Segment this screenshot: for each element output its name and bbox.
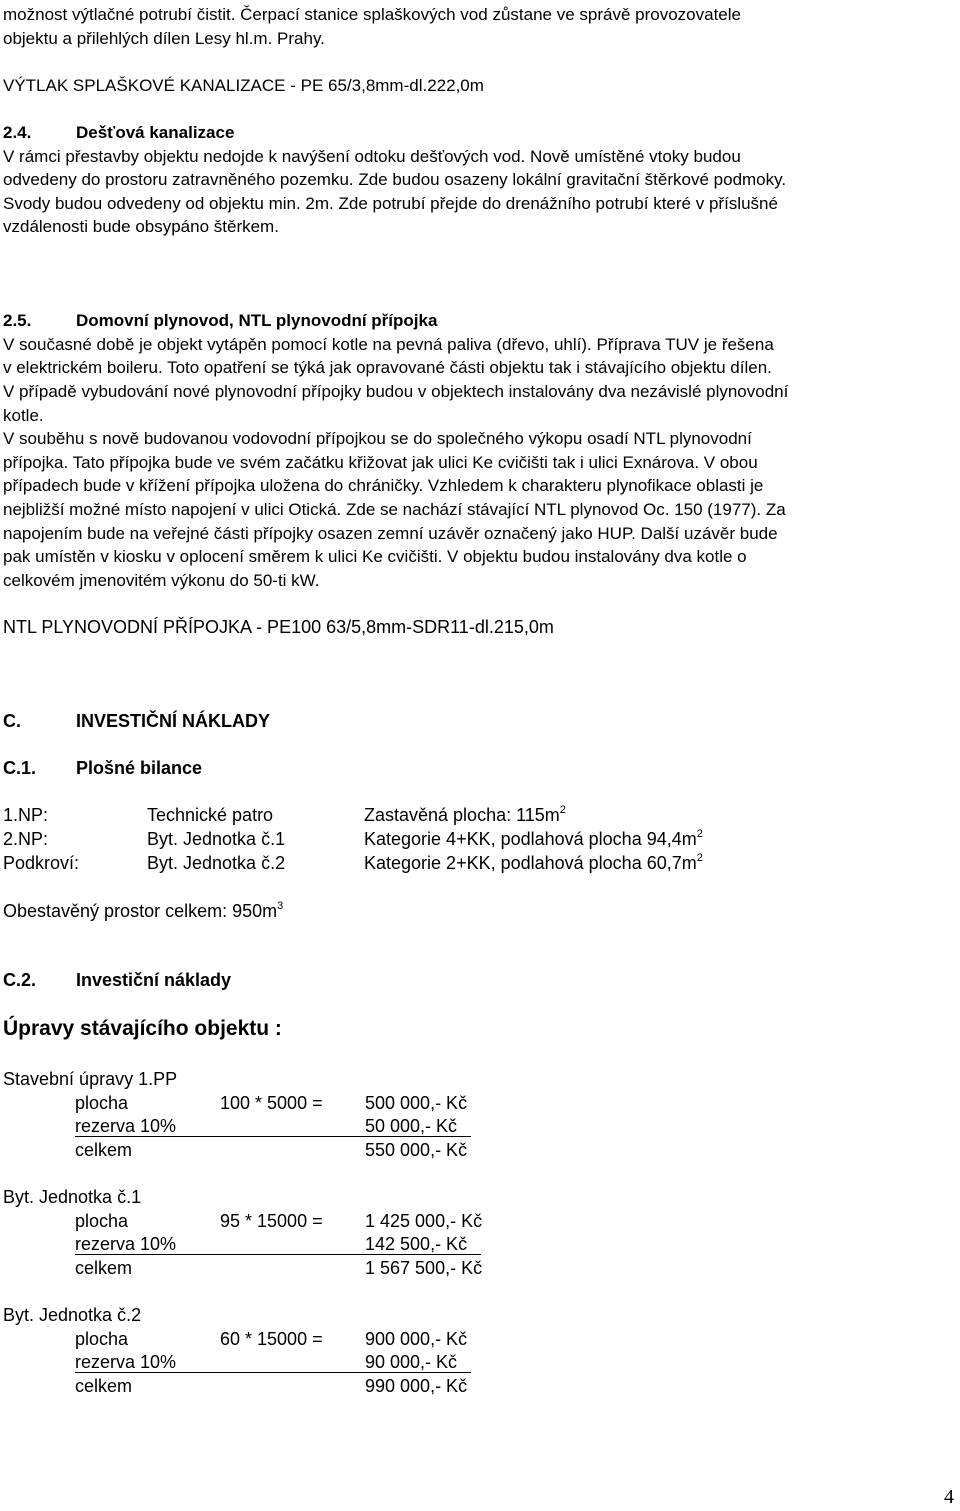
subtotal-underline [75,1254,481,1255]
cost-amount: 1 425 000,- Kč [365,1211,483,1231]
cost-amount: 500 000,- Kč [365,1093,468,1113]
cost-amount: 900 000,- Kč [365,1329,468,1349]
section-title: INVESTIČNÍ NÁKLADY [76,711,271,731]
sewer-spec: VÝTLAK SPLAŠKOVÉ KANALIZACE - PE 65/3,8mm-dl.222,0m [3,76,484,95]
bilance-unit: Byt. Jednotka č.2 [147,853,286,873]
cost-label: celkem [75,1140,133,1160]
paragraph-line: V případě vybudování nové plynovodní přípojky budou v objektech instalovány dva nezávislé plynovodní [3,382,789,401]
cost-label: plocha [75,1093,129,1113]
bilance-desc-text: Kategorie 4+KK, podlahová plocha 94,4m [364,829,697,849]
paragraph-line: vzdálenosti bude obsypáno štěrkem. [3,217,279,236]
paragraph-line: v elektrickém boileru. Toto opatření se týká jak opravované části objektu tak i stávajícího objektu dílen. [3,358,772,377]
cost-amount: 90 000,- Kč [365,1352,458,1372]
paragraph-line: odvedeny do prostoru zatravněného pozemku. Zde budou osazeny lokální gravitační štěrkové podmoky. [3,170,787,189]
paragraph-line: přípojka. Tato přípojka bude ve svém začátku křižovat jak ulici Ke cvičišti tak i ulici Exnárova. V obou [3,453,758,472]
cost-label: rezerva 10% [75,1352,177,1372]
cost-label: celkem [75,1376,133,1396]
section-title: Plošné bilance [76,758,203,778]
section-title: Dešťová kanalizace [76,123,235,142]
superscript: 2 [696,828,703,840]
gas-spec: NTL PLYNOVODNÍ PŘÍPOJKA - PE100 63/5,8mm-SDR11-dl.215,0m [3,617,554,637]
subtotal-underline [75,1372,471,1373]
cost-calc: 100 * 5000 = [220,1093,323,1113]
cost-label: plocha [75,1211,129,1231]
cost-calc: 60 * 15000 = [220,1329,323,1349]
cost-amount: 142 500,- Kč [365,1234,468,1254]
bilance-desc [364,804,566,828]
obestaveny-text: Obestavěný prostor celkem: 950m [3,901,278,921]
superscript: 2 [559,804,566,816]
cost-label: plocha [75,1329,129,1349]
cost-group-title: Stavební úpravy 1.PP [3,1069,178,1089]
cost-label: rezerva 10% [75,1116,177,1136]
intro-line: možnost výtlačné potrubí čistit. Čerpací stanice splaškových vod zůstane ve správě provozovatele [3,5,741,24]
paragraph-line: nejbližší možné místo napojení v ulici Otická. Zde se nachází stávající NTL plynovod Oc. 150 (1977). Za [3,500,786,519]
paragraph-line: kotle. [3,406,44,425]
bilance-unit: Technické patro [147,805,274,825]
paragraph-line: V současné době je objekt vytápěn pomocí kotle na pevná paliva (dřevo, uhlí). Příprava TUV je řešena [3,335,774,354]
page-number: 4 [944,1486,954,1508]
cost-amount: 1 567 500,- Kč [365,1258,483,1278]
bilance-desc [364,852,703,876]
cost-calc: 95 * 15000 = [220,1211,323,1231]
paragraph-line: napojením bude na veřejné části přípojky osazen zemní uzávěr označený jako HUP. Další uzávěr bude [3,524,778,543]
cost-label: rezerva 10% [75,1234,177,1254]
intro-line: objektu a přilehlých dílen Lesy hl.m. Prahy. [3,29,325,48]
bilance-desc [364,828,703,852]
section-title: Domovní plynovod, NTL plynovodní přípojka [76,311,438,330]
section-paragraph [3,145,957,169]
bilance-floor: Podkroví: [3,853,80,873]
bilance-unit: Byt. Jednotka č.1 [147,829,286,849]
obestaveny-prostor [3,900,283,924]
bilance-floor: 1.NP: [3,805,49,825]
upravy-heading: Úpravy stávajícího objektu : [3,1017,282,1040]
section-number: 2.4. [3,123,32,142]
section-number: C.1. [3,758,37,778]
cost-group-title: Byt. Jednotka č.2 [3,1305,142,1325]
cost-label: celkem [75,1258,133,1278]
paragraph-line: V rámci přestavby objektu nedojde k navýšení odtoku dešťových vod. Nově umístěné vtoky budou [3,147,741,166]
paragraph-line: Svody budou odvedeny od objektu min. 2m. Zde potrubí přejde do drenážního potrubí které v příslušné [3,194,778,213]
paragraph-line: případech bude v křížení přípojka uložena do chráničky. Vzhledem k charakteru plynofikace oblasti je [3,476,764,495]
section-paragraph [3,192,957,216]
paragraph-line: pak umístěn v kiosku v oplocení směrem k ulici Ke cvičišti. V objektu budou instalovány dva kotle o [3,547,747,566]
section-number: 2.5. [3,311,32,330]
paragraph-line: V souběhu s nově budovanou vodovodní přípojkou se do společného výkopu osadí NTL plynovodní [3,429,752,448]
bilance-desc-text: Kategorie 2+KK, podlahová plocha 60,7m [364,853,697,873]
superscript: 3 [277,900,284,912]
cost-amount: 990 000,- Kč [365,1376,468,1396]
cost-amount: 550 000,- Kč [365,1140,468,1160]
section-title: Investiční náklady [76,970,232,990]
section-paragraph [3,168,957,192]
superscript: 2 [696,852,703,864]
cost-amount: 50 000,- Kč [365,1116,458,1136]
cost-group-title: Byt. Jednotka č.1 [3,1187,142,1207]
subtotal-underline [75,1136,471,1137]
bilance-floor: 2.NP: [3,829,49,849]
bilance-desc-text: Zastavěná plocha: 115m [364,805,560,825]
section-number: C.2. [3,970,37,990]
section-number: C. [3,711,21,731]
paragraph-line: celkovém jmenovitém výkonu do 50-ti kW. [3,571,320,590]
